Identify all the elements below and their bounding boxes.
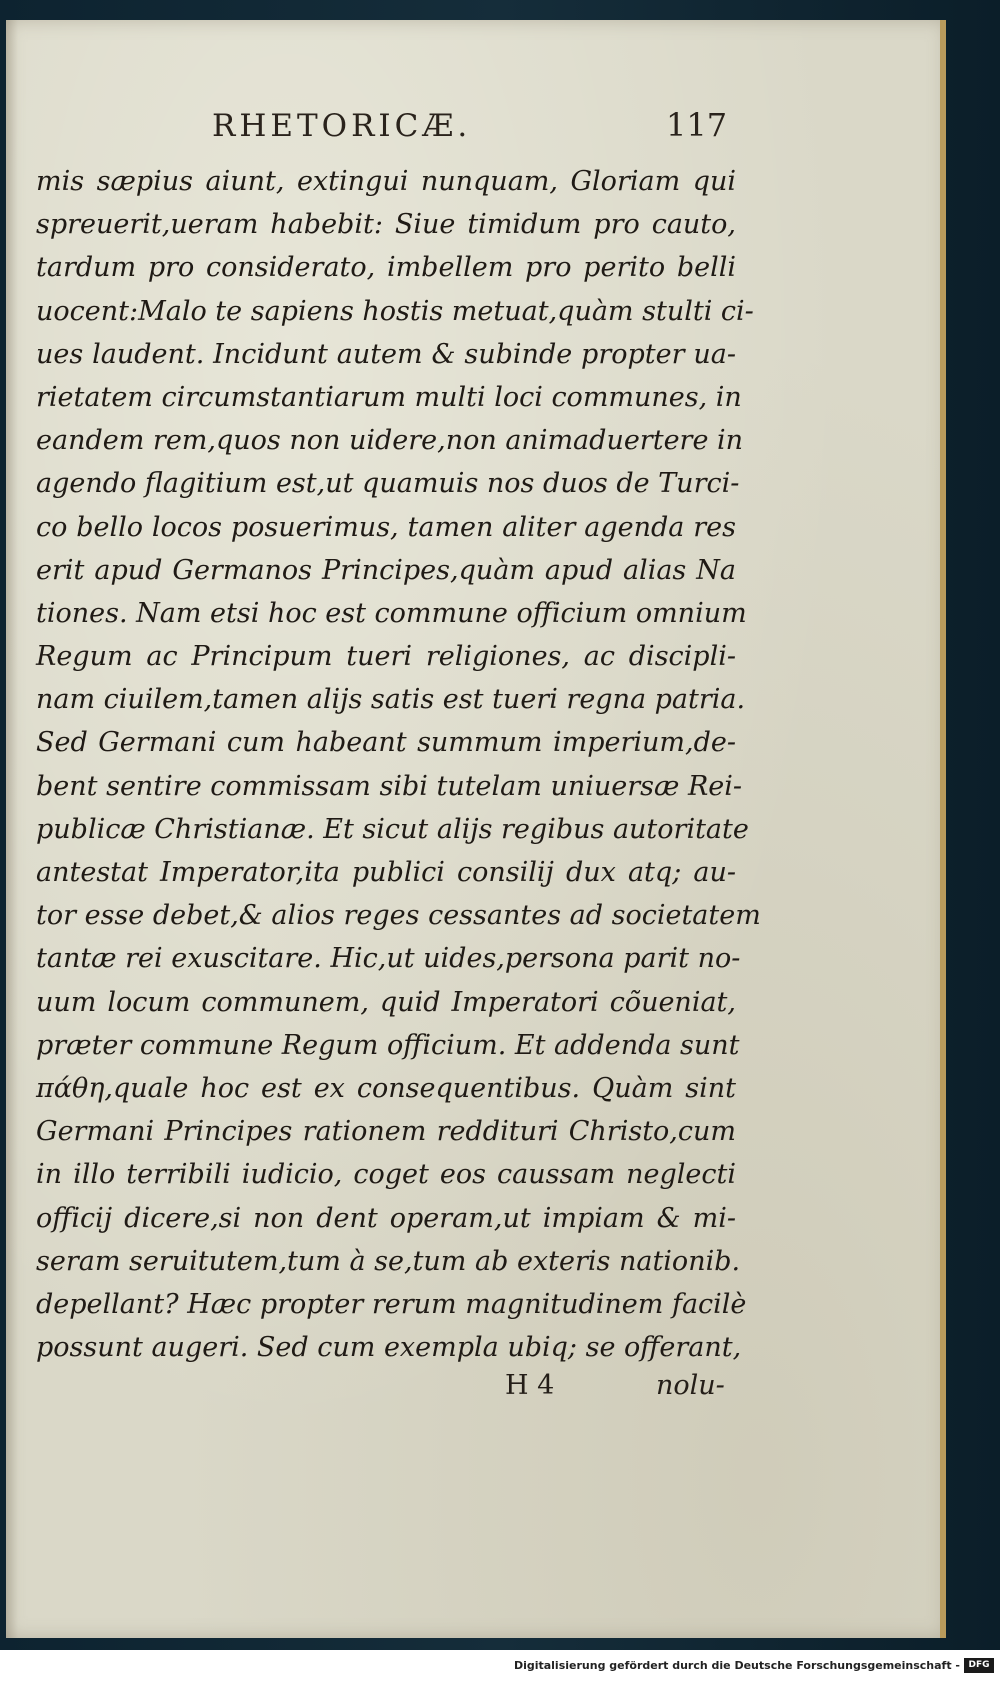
text-line: eandem rem,quos non uidere,non animaduertere in [36,425,744,457]
catchword: nolu- [656,1370,725,1401]
text-line: Germani Principes rationem reddituri Christo,cum [36,1116,736,1148]
text-line: tor esse debet,& alios reges cessantes ad societatem [36,900,761,932]
dfg-logo: DFG [964,1658,994,1673]
page-number: 117 [666,106,728,144]
body-text [36,160,761,1369]
text-line: depellant? Hæc propter rerum magnitudinem facilè [36,1288,747,1320]
text-line: rietatem circumstantiarum multi loci communes, in [36,381,742,413]
page-edge [940,20,946,1638]
text-line: seram seruitutem,tum à se,tum ab exteris nationib. [36,1245,741,1277]
text-line: nam ciuilem,tamen alijs satis est tueri regna patria. [36,684,746,716]
text-line: tantæ rei exuscitare. Hic,ut uides,persona parit no- [36,943,741,975]
text-line: officij dicere,si non dent operam,ut impiam & mi- [36,1202,736,1234]
text-line: uum locum communem, quid Imperatori cõueniat, [36,986,736,1018]
text-line: co bello locos posuerimus, tamen aliter agenda res [36,511,736,543]
text-line: possunt augeri. Sed cum exempla ubiq; se offerant, [36,1332,742,1364]
text-line: præter commune Regum officium. Et addenda sunt [36,1029,740,1061]
footer-credit: Digitalisierung gefördert durch die Deutsche Forschungsgemeinschaft - [513,1659,960,1672]
text-line: erit apud Germanos Principes,quàm apud alias Na [36,554,736,586]
signature-mark: H 4 [505,1370,555,1401]
text-line: πάθη,quale hoc est ex consequentibus. Quàm sint [36,1072,736,1104]
text-line: Sed Germani cum habeant summum imperium,de- [36,727,736,759]
text-line: tiones. Nam etsi hoc est commune officium omnium [36,597,747,629]
text-line: agendo flagitium est,ut quamuis nos duos de Turci- [36,468,740,500]
text-line: in illo terribili iudicio, coget eos caussam neglecti [36,1159,736,1191]
digitization-footer [0,1650,1000,1683]
text-line: tardum pro considerato, imbellem pro perito belli [36,252,736,284]
text-line: spreuerit,ueram habebit: Siue timidum pro cauto, [36,209,736,241]
text-line: uocent:Malo te sapiens hostis metuat,quàm stulti ci- [36,295,754,327]
text-line: ues laudent. Incidunt autem & subinde propter ua- [36,338,736,370]
text-line: mis sæpius aiunt, extingui nunquam, Gloriam qui [36,166,736,197]
text-line: publicæ Christianæ. Et sicut alijs regibus autoritate [36,813,749,845]
text-line: antestat Imperator,ita publici consilij dux atq; au- [36,857,736,888]
running-head: RHETORICÆ. [212,108,472,144]
text-line: bent sentire commissam sibi tutelam uniuersæ Rei- [36,770,743,802]
text-line: Regum ac Principum tueri religiones, ac discipli- [36,641,736,673]
page-gutter-shadow [6,20,18,1638]
